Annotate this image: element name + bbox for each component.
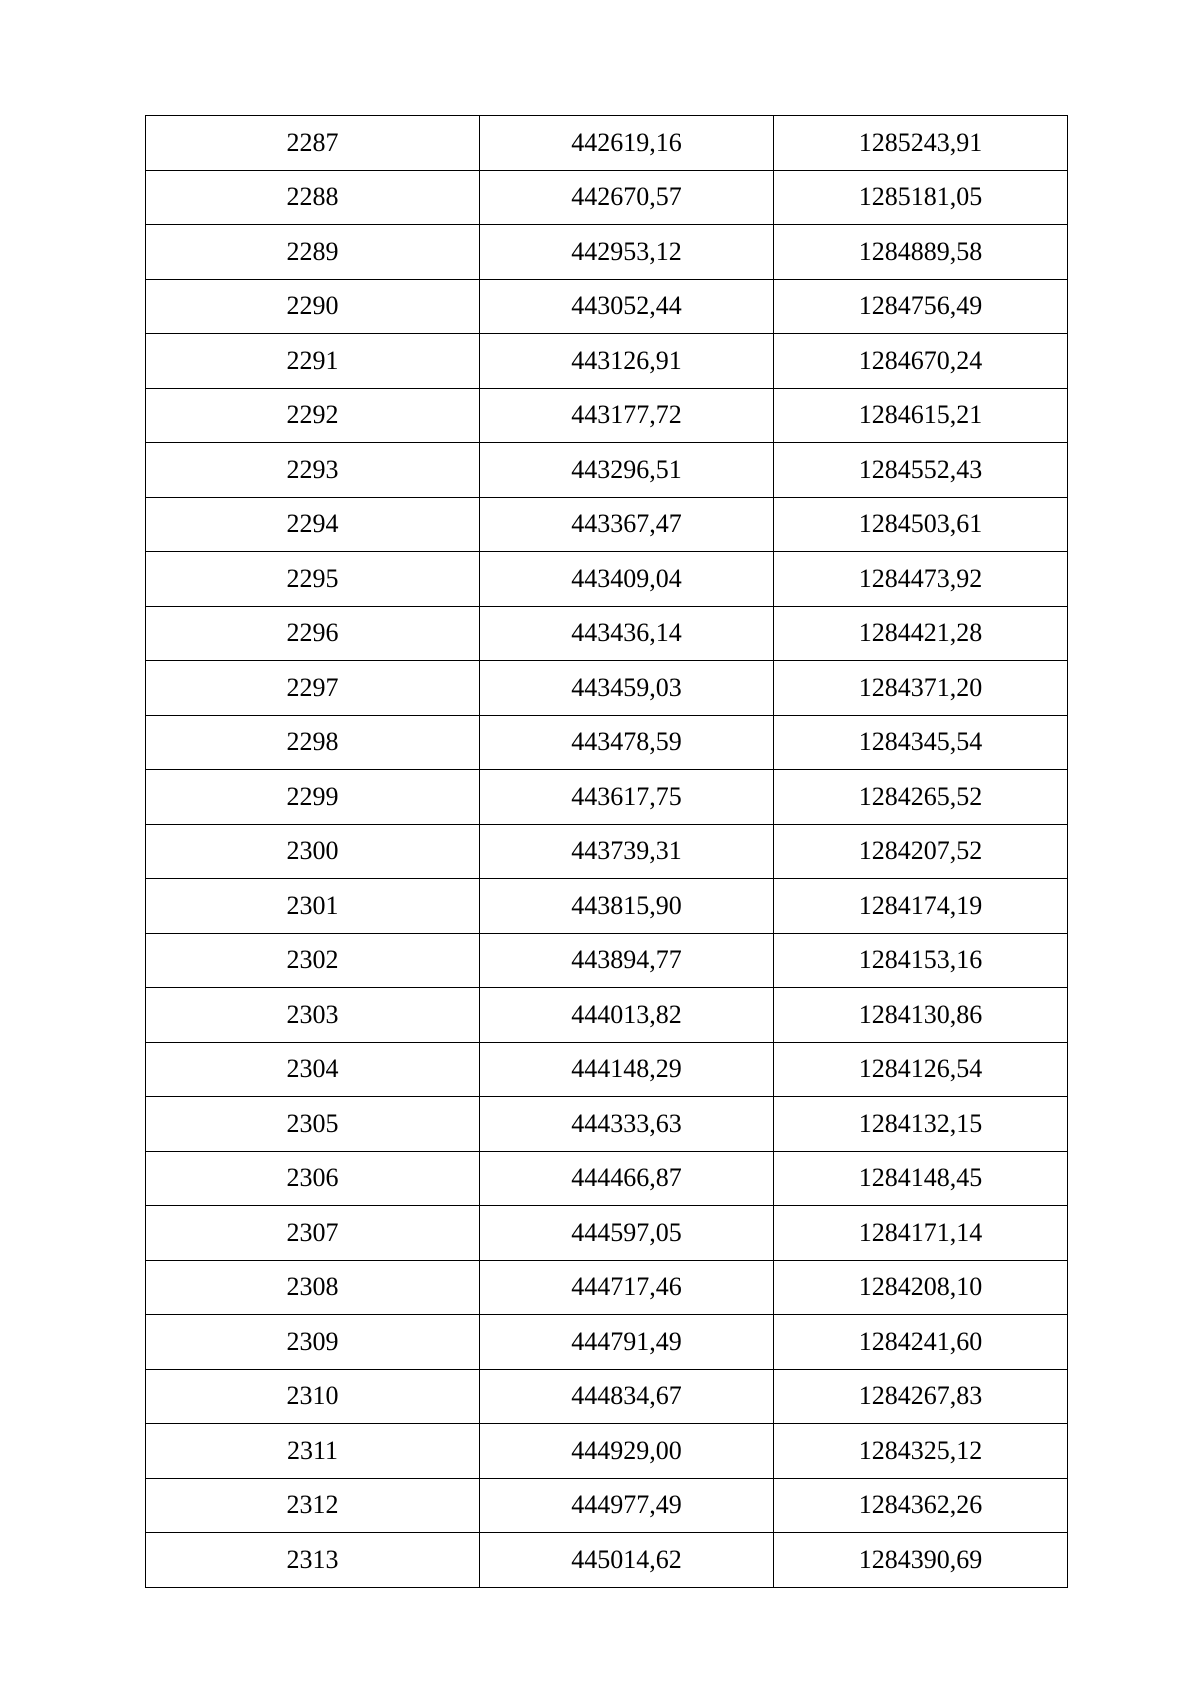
- point-number-cell: 2299: [146, 770, 480, 825]
- table-row: [146, 225, 1068, 280]
- point-number-cell: 2294: [146, 497, 480, 552]
- x-coordinate-cell: 444977,49: [480, 1478, 774, 1533]
- y-coordinate-cell: 1284390,69: [774, 1533, 1068, 1588]
- x-coordinate-cell: 442670,57: [480, 170, 774, 225]
- point-number-cell: 2293: [146, 443, 480, 498]
- point-number-cell: 2297: [146, 661, 480, 716]
- x-coordinate-cell: 443478,59: [480, 715, 774, 770]
- coordinates-table: [145, 115, 1068, 1588]
- y-coordinate-cell: 1284153,16: [774, 933, 1068, 988]
- table-row: [146, 1315, 1068, 1370]
- table-row: [146, 933, 1068, 988]
- x-coordinate-cell: 443052,44: [480, 279, 774, 334]
- coordinates-table-body: [146, 116, 1068, 1588]
- table-row: [146, 279, 1068, 334]
- y-coordinate-cell: 1284615,21: [774, 388, 1068, 443]
- point-number-cell: 2290: [146, 279, 480, 334]
- point-number-cell: 2301: [146, 879, 480, 934]
- y-coordinate-cell: 1285243,91: [774, 116, 1068, 171]
- point-number-cell: 2306: [146, 1151, 480, 1206]
- y-coordinate-cell: 1284126,54: [774, 1042, 1068, 1097]
- x-coordinate-cell: 444834,67: [480, 1369, 774, 1424]
- point-number-cell: 2305: [146, 1097, 480, 1152]
- point-number-cell: 2288: [146, 170, 480, 225]
- x-coordinate-cell: 443617,75: [480, 770, 774, 825]
- point-number-cell: 2291: [146, 334, 480, 389]
- y-coordinate-cell: 1284552,43: [774, 443, 1068, 498]
- y-coordinate-cell: 1284132,15: [774, 1097, 1068, 1152]
- x-coordinate-cell: 444597,05: [480, 1206, 774, 1261]
- x-coordinate-cell: 444333,63: [480, 1097, 774, 1152]
- table-row: [146, 661, 1068, 716]
- x-coordinate-cell: 443409,04: [480, 552, 774, 607]
- table-row: [146, 1533, 1068, 1588]
- y-coordinate-cell: 1284503,61: [774, 497, 1068, 552]
- y-coordinate-cell: 1284325,12: [774, 1424, 1068, 1479]
- x-coordinate-cell: 443894,77: [480, 933, 774, 988]
- table-row: [146, 116, 1068, 171]
- y-coordinate-cell: 1284421,28: [774, 606, 1068, 661]
- x-coordinate-cell: 443436,14: [480, 606, 774, 661]
- point-number-cell: 2298: [146, 715, 480, 770]
- table-row: [146, 1260, 1068, 1315]
- point-number-cell: 2302: [146, 933, 480, 988]
- point-number-cell: 2310: [146, 1369, 480, 1424]
- table-row: [146, 715, 1068, 770]
- y-coordinate-cell: 1284148,45: [774, 1151, 1068, 1206]
- point-number-cell: 2296: [146, 606, 480, 661]
- x-coordinate-cell: 442619,16: [480, 116, 774, 171]
- y-coordinate-cell: 1284670,24: [774, 334, 1068, 389]
- table-row: [146, 824, 1068, 879]
- x-coordinate-cell: 443815,90: [480, 879, 774, 934]
- x-coordinate-cell: 443739,31: [480, 824, 774, 879]
- y-coordinate-cell: 1284473,92: [774, 552, 1068, 607]
- table-row: [146, 606, 1068, 661]
- point-number-cell: 2295: [146, 552, 480, 607]
- point-number-cell: 2311: [146, 1424, 480, 1479]
- y-coordinate-cell: 1284889,58: [774, 225, 1068, 280]
- table-row: [146, 1206, 1068, 1261]
- table-row: [146, 988, 1068, 1043]
- table-row: [146, 1369, 1068, 1424]
- point-number-cell: 2292: [146, 388, 480, 443]
- y-coordinate-cell: 1284371,20: [774, 661, 1068, 716]
- point-number-cell: 2287: [146, 116, 480, 171]
- point-number-cell: 2307: [146, 1206, 480, 1261]
- x-coordinate-cell: 444717,46: [480, 1260, 774, 1315]
- y-coordinate-cell: 1284130,86: [774, 988, 1068, 1043]
- y-coordinate-cell: 1284171,14: [774, 1206, 1068, 1261]
- table-row: [146, 770, 1068, 825]
- x-coordinate-cell: 444013,82: [480, 988, 774, 1043]
- point-number-cell: 2308: [146, 1260, 480, 1315]
- table-row: [146, 443, 1068, 498]
- y-coordinate-cell: 1285181,05: [774, 170, 1068, 225]
- point-number-cell: 2313: [146, 1533, 480, 1588]
- y-coordinate-cell: 1284208,10: [774, 1260, 1068, 1315]
- table-row: [146, 879, 1068, 934]
- table-row: [146, 1097, 1068, 1152]
- x-coordinate-cell: 442953,12: [480, 225, 774, 280]
- table-row: [146, 170, 1068, 225]
- y-coordinate-cell: 1284756,49: [774, 279, 1068, 334]
- point-number-cell: 2300: [146, 824, 480, 879]
- x-coordinate-cell: 444929,00: [480, 1424, 774, 1479]
- x-coordinate-cell: 443459,03: [480, 661, 774, 716]
- x-coordinate-cell: 444148,29: [480, 1042, 774, 1097]
- point-number-cell: 2309: [146, 1315, 480, 1370]
- y-coordinate-cell: 1284267,83: [774, 1369, 1068, 1424]
- table-row: [146, 552, 1068, 607]
- table-row: [146, 1478, 1068, 1533]
- x-coordinate-cell: 445014,62: [480, 1533, 774, 1588]
- y-coordinate-cell: 1284241,60: [774, 1315, 1068, 1370]
- y-coordinate-cell: 1284174,19: [774, 879, 1068, 934]
- table-row: [146, 1042, 1068, 1097]
- x-coordinate-cell: 444791,49: [480, 1315, 774, 1370]
- x-coordinate-cell: 443367,47: [480, 497, 774, 552]
- y-coordinate-cell: 1284362,26: [774, 1478, 1068, 1533]
- point-number-cell: 2303: [146, 988, 480, 1043]
- table-row: [146, 1424, 1068, 1479]
- table-row: [146, 388, 1068, 443]
- table-row: [146, 1151, 1068, 1206]
- x-coordinate-cell: 443296,51: [480, 443, 774, 498]
- point-number-cell: 2289: [146, 225, 480, 280]
- y-coordinate-cell: 1284207,52: [774, 824, 1068, 879]
- x-coordinate-cell: 443177,72: [480, 388, 774, 443]
- x-coordinate-cell: 444466,87: [480, 1151, 774, 1206]
- y-coordinate-cell: 1284345,54: [774, 715, 1068, 770]
- x-coordinate-cell: 443126,91: [480, 334, 774, 389]
- table-row: [146, 334, 1068, 389]
- point-number-cell: 2312: [146, 1478, 480, 1533]
- table-row: [146, 497, 1068, 552]
- point-number-cell: 2304: [146, 1042, 480, 1097]
- y-coordinate-cell: 1284265,52: [774, 770, 1068, 825]
